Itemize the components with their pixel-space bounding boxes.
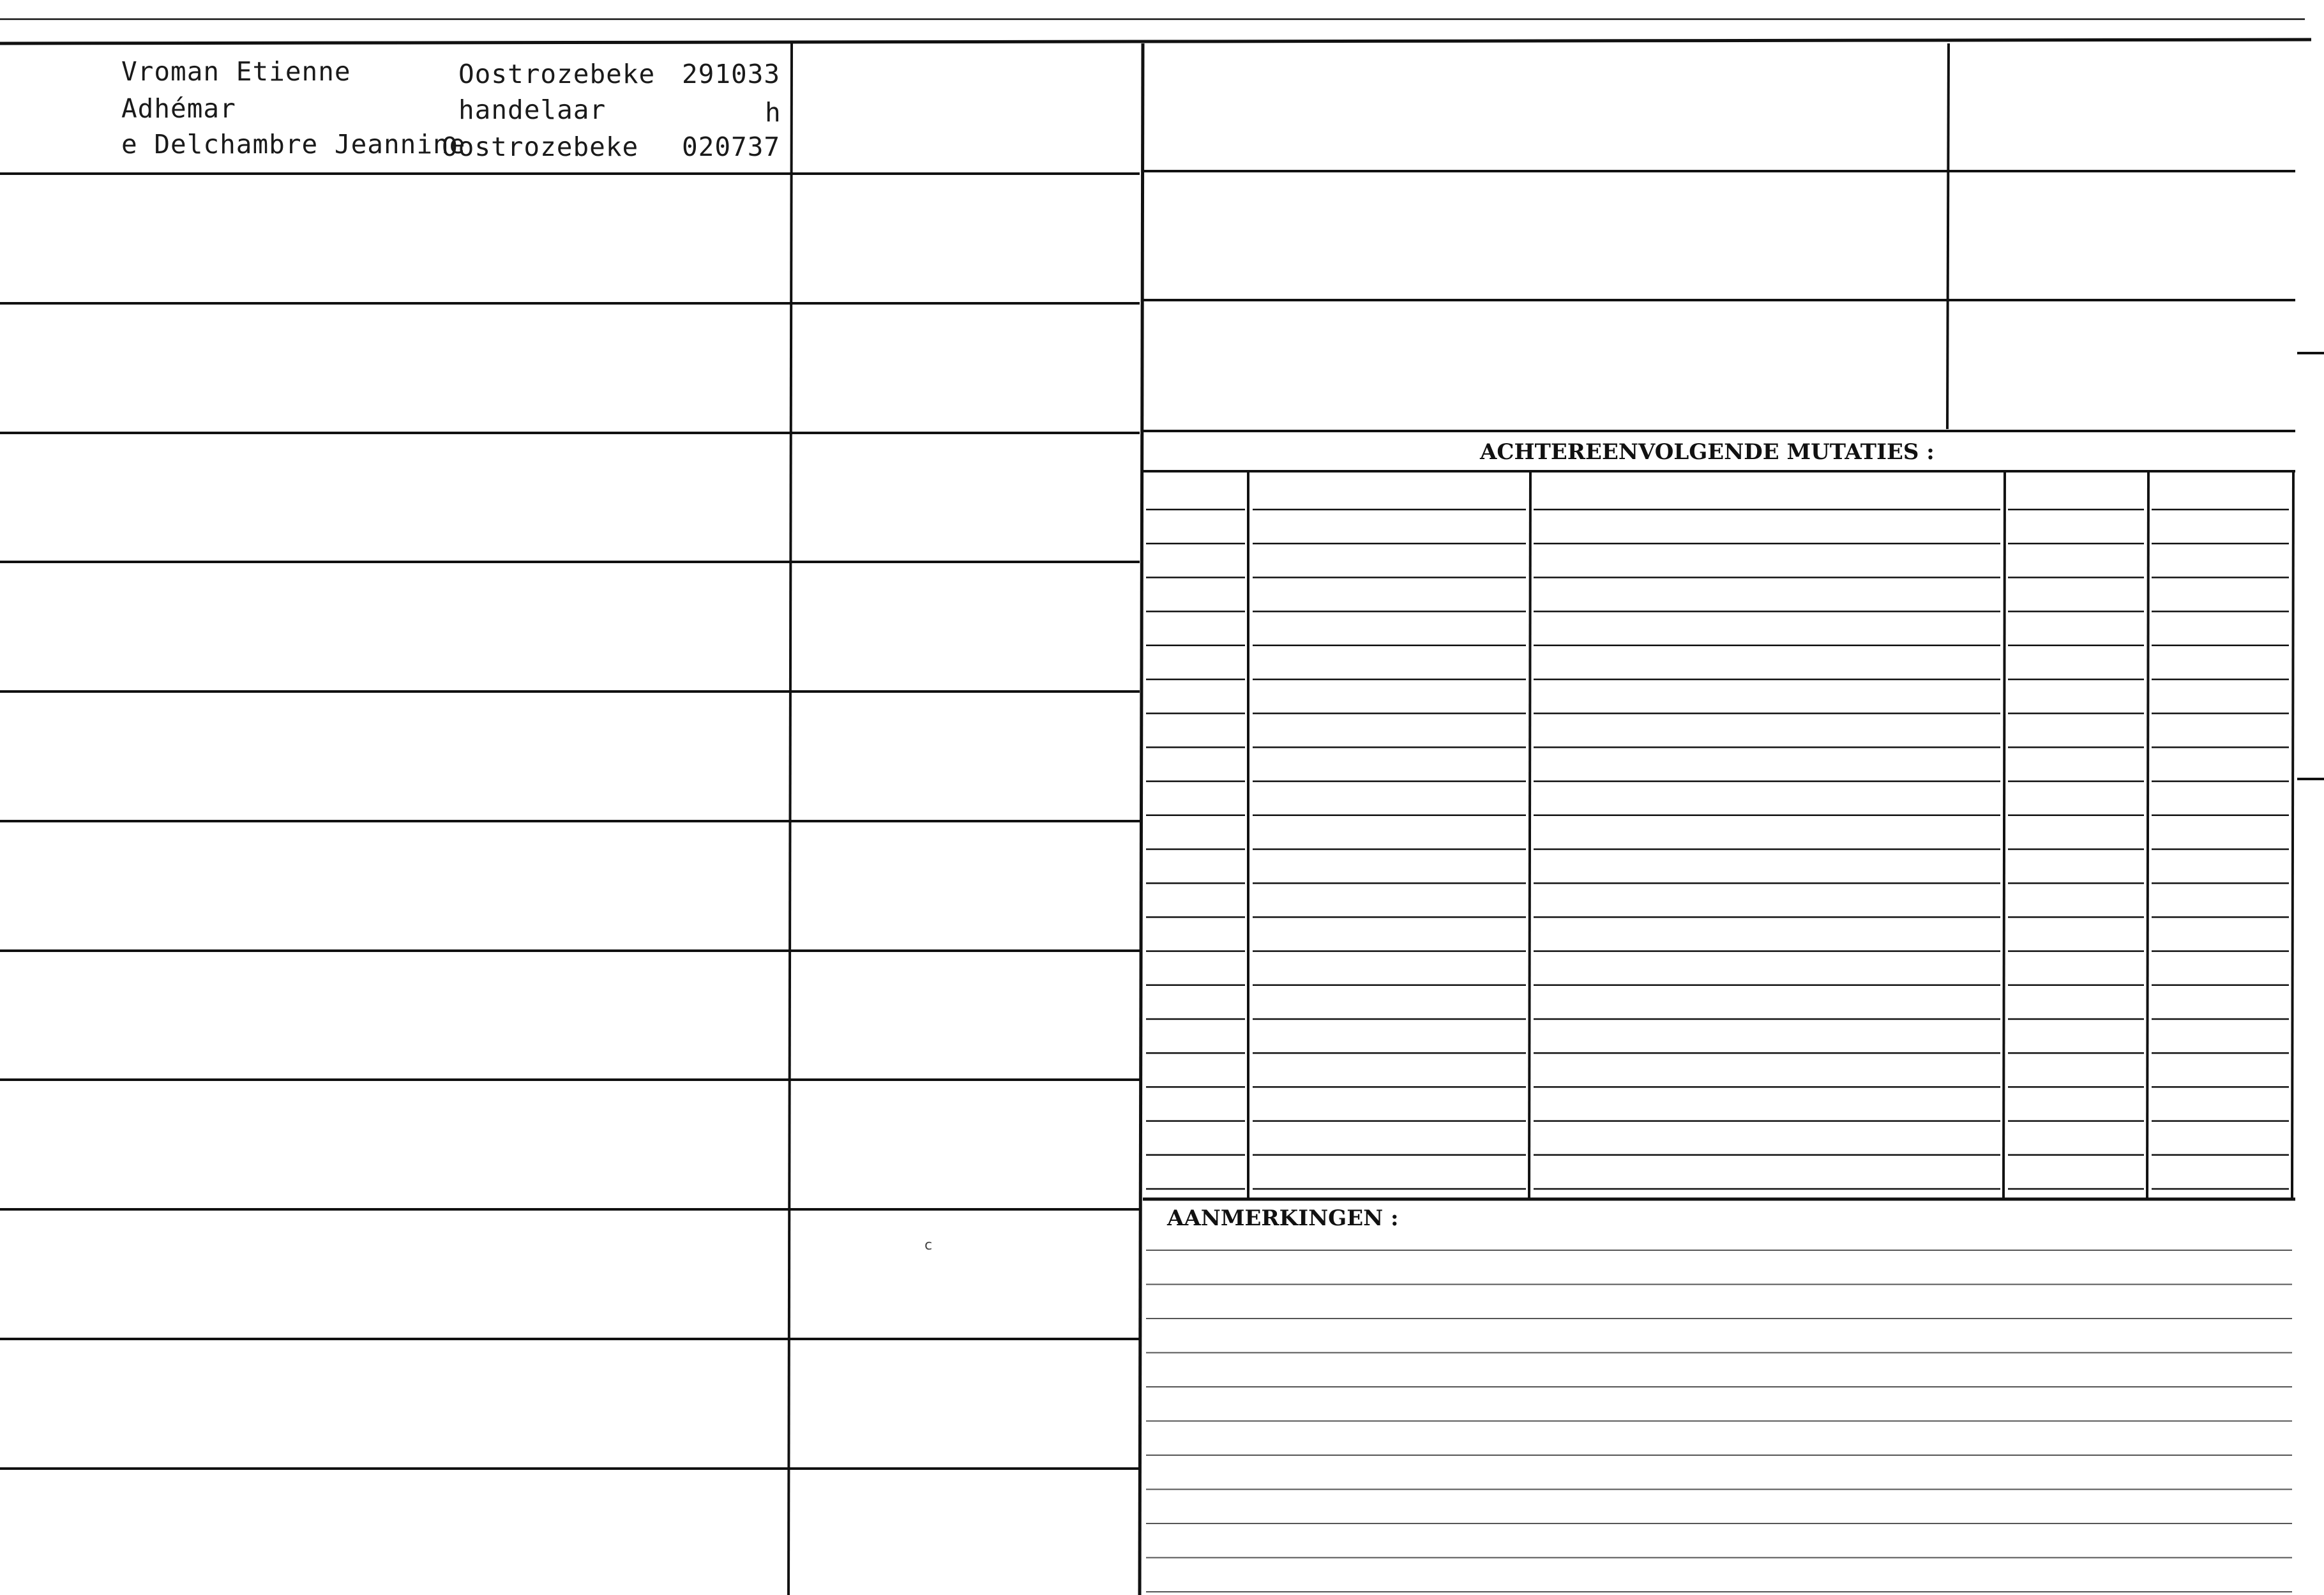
mutations-heading: ACHTEREENVOLGENDE MUTATIES : [1480,439,1935,465]
date-code-line-3: 020737 [682,132,781,162]
date-code-line-1: 291033 [682,59,781,89]
occupation-line-2: handelaar [458,94,607,125]
top-double-line [0,40,2311,43]
left-row-lines [0,174,1140,1469]
sex-code-line-2: h [765,97,781,128]
remarks-heading: AANMERKINGEN : [1167,1206,1399,1231]
center-thick-divider [1140,43,1143,1595]
person-name-line-2: Adhémar [121,93,236,124]
left-column-divider [788,43,792,1595]
remarks-ruled-rows [1146,1250,2292,1592]
mutations-ruled-rows [1146,510,2289,1189]
place-line-3: Oostrozebeke [442,132,639,162]
stray-letter-mark: c [924,1237,933,1253]
place-line-1: Oostrozebeke [458,59,656,89]
mutations-table-frame [1143,471,2295,1199]
person-name-line-1: Vroman Etienne [121,56,351,87]
spouse-name-line-3: e Delchambre Jeannine [121,129,466,160]
right-top-divider [1947,43,1949,429]
